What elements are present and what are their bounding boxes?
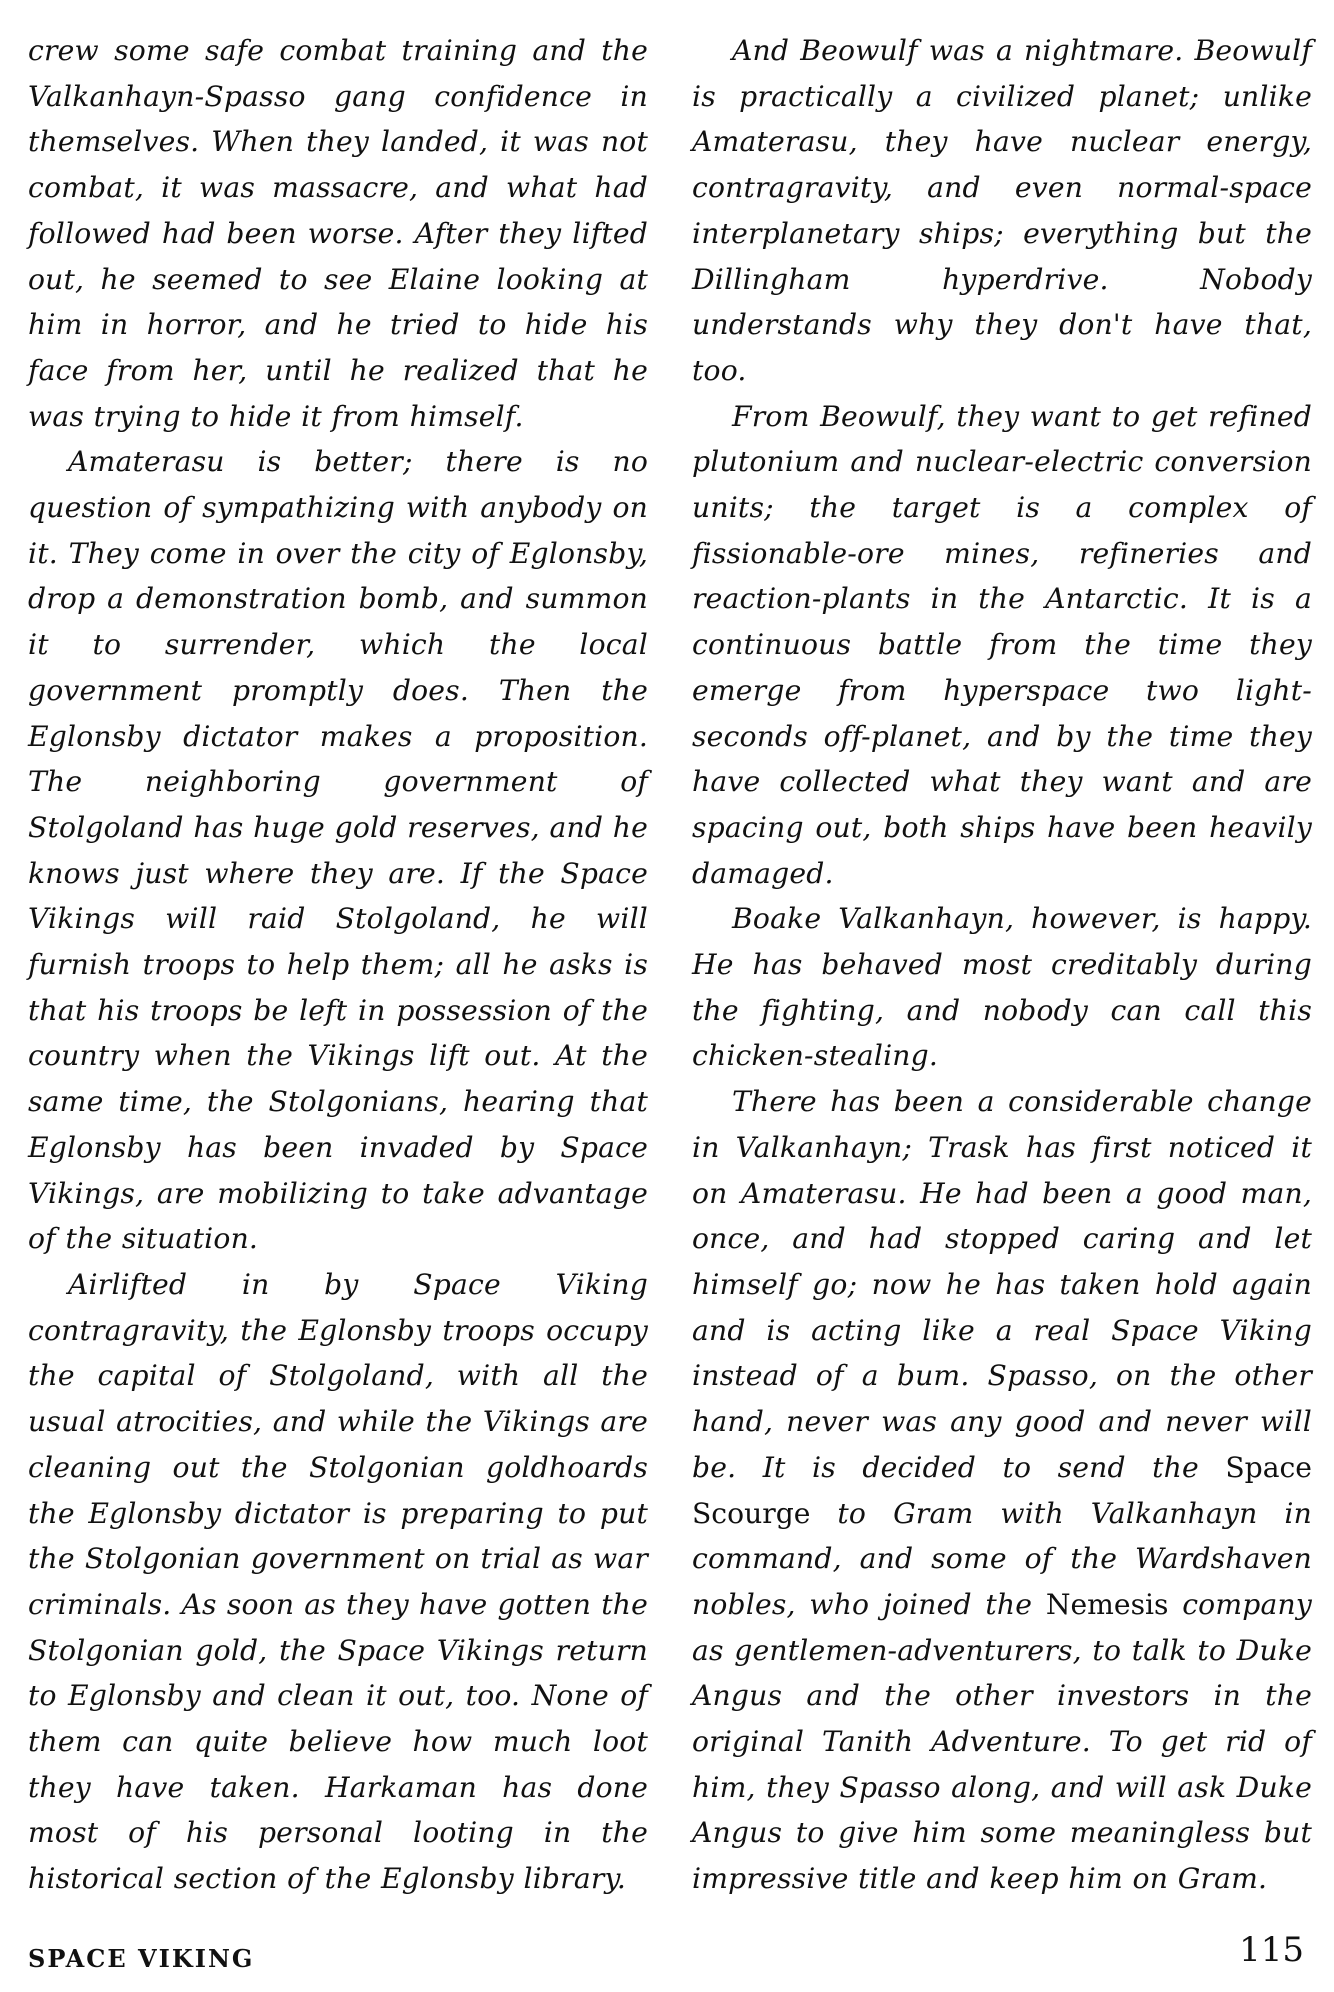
text-run: company as gentlemen-adventurers, to talk to Duke Angus and the other investors in the original Tanith Adventure. To get rid of him, they Spasso along, and will ask Duke Angus to give him some meaningless but impressive title and keep him on Gram. bbox=[692, 1587, 1313, 1896]
page-number: 115 bbox=[1239, 1930, 1304, 1970]
text-run: There has been a considerable change in Valkanhayn; Trask has first noticed it on Amaterasu. He had been a good man, once, and had stopped caring and let himself go; now he has taken hold again and is acting like a real Space Viking instead of a bum. Spasso, on the other hand, never was any good and never will be. It is decided to send the bbox=[692, 1085, 1312, 1484]
paragraph bbox=[692, 1079, 1312, 1902]
ship-name: Nemesis bbox=[1045, 1587, 1169, 1621]
paragraph: Boake Valkanhayn, however, is happy. He has behaved most creditably during the fighting, and nobody can call this chicken-stealing. bbox=[692, 902, 1312, 1073]
paragraph: Airlifted in by Space Viking contragravity, the Eglonsby troops occupy the capital of Stolgoland, with all the usual atrocities, and while the Vikings are cleaning out the Stolgonian goldhoards the Eglonsby dictator is preparing to put the Stolgonian government on trial as war criminals. As soon as they have gotten the Stolgonian gold, the Space Vikings return to Eglonsby and clean it out, too. None of them can quite believe how much loot they have taken. Harkaman has done most of his personal looting in the historical section of the Eglonsby library. bbox=[28, 1267, 648, 1896]
paragraph: From Beowulf, they want to get refined plutonium and nuclear-electric conversion units; the target is a complex of fissionable-ore mines, refineries and reaction-plants in the Antarctic. It is a continuous battle from the time they emerge from hyperspace two light-seconds off-planet, and by the time they have collected what they want and are spacing out, both ships have been heavily damaged. bbox=[692, 399, 1312, 890]
ship-name: Space Scourge bbox=[692, 1450, 1312, 1530]
text-run: to Gram with Valkanhayn in command, and some of the Wardshaven nobles, who joined the bbox=[692, 1496, 1312, 1621]
paragraph: crew some safe combat training and the Valkanhayn-Spasso gang confidence in themselves. When they landed, it was not combat, it was massacre, and what had followed had been worse. After they lifted out, he seemed to see Elaine looking at him in horror, and he tried to hide his face from her, until he realized that he was trying to hide it from himself. bbox=[28, 34, 648, 433]
paragraph: Amaterasu is better; there is no question of sympathizing with anybody on it. They come in over the city of Eglonsby, drop a demonstration bomb, and summon it to surrender, which the local government promptly does. Then the Eglonsby dictator makes a proposition. The neighboring government of Stolgoland has huge gold reserves, and he knows just where they are. If the Space Vikings will raid Stolgoland, he will furnish troops to help them; all he asks is that his troops be left in possession of the country when the Vikings lift out. At the same time, the Stolgonians, hearing that Eglonsby has been invaded by Space Vikings, are mobilizing to take advantage of the situation. bbox=[28, 445, 648, 1256]
left-column bbox=[28, 28, 648, 1902]
running-title: SPACE VIKING bbox=[28, 1944, 255, 1973]
paragraph: And Beowulf was a nightmare. Beowulf is practically a civilized planet; unlike Amaterasu, they have nuclear energy, contragravity, and even normal-space interplanetary ships; everything but the Dillingham hyperdrive. Nobody understands why they don't have that, too. bbox=[692, 34, 1312, 387]
right-column bbox=[692, 28, 1312, 1902]
